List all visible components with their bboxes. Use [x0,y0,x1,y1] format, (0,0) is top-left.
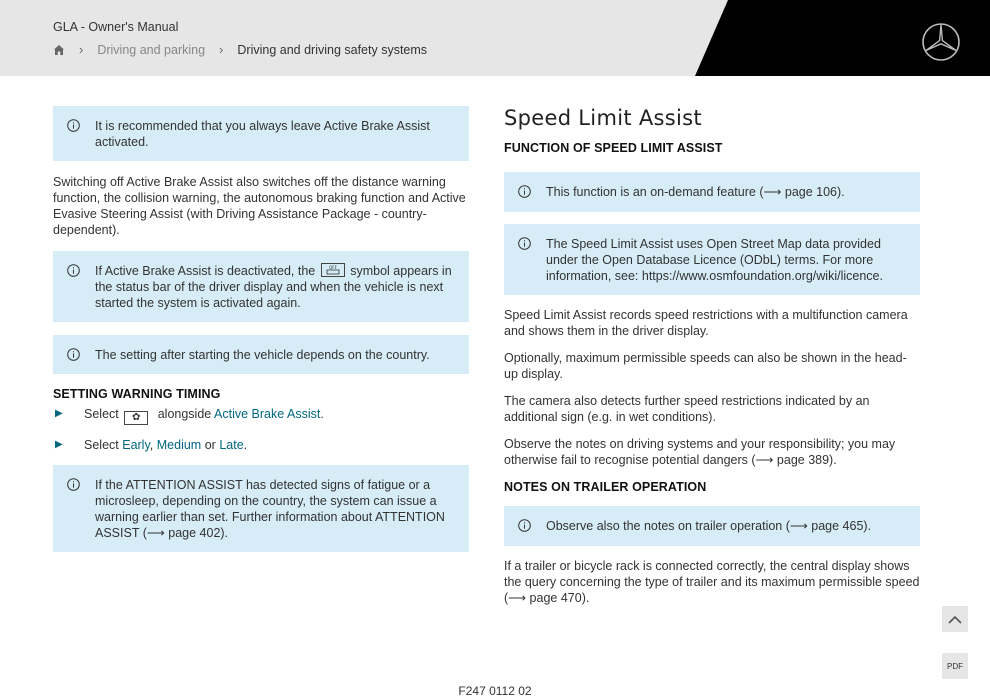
link-active-brake-assist[interactable]: Active Brake Assist [214,407,321,421]
paragraph: If a trailer or bicycle rack is connected correctly, the central display shows the query concerning the type of trailer and its maximum permissible speed (⟶ page 470). [504,559,920,605]
brake-assist-off-symbol-icon [321,263,345,277]
step-text: Select [84,407,119,421]
option-medium[interactable]: Medium [156,438,202,452]
section-heading: NOTES ON TRAILER OPERATION [504,480,707,494]
right-column [504,106,920,606]
option-late[interactable]: Late [219,438,244,452]
info-note [53,335,469,374]
section-heading: SETTING WARNING TIMING [53,387,221,401]
paragraph: The camera also detects further speed restrictions indicated by an additional sign (e.g. in wet conditions). [504,394,870,424]
info-note [53,251,469,322]
mercedes-star-logo[interactable] [921,22,961,62]
left-column [53,106,469,552]
note-text: The Speed Limit Assist uses Open Street Map data provided under the Open Database Licence (ODbL) terms. For more information, see: https://www.osmfoundation.org/wiki/licence. [546,237,883,283]
info-icon [518,237,531,250]
step-text: or [204,438,216,452]
option-early[interactable]: Early [122,438,150,452]
info-note [504,224,920,295]
note-text: If the ATTENTION ASSIST has detected signs of fatigue or a microsleep, depending on the country, the system can issue a warning earlier than set. Further information about ATTENTION ASSIST (⟶ page 402). [95,478,445,540]
breadcrumb-current: Driving and driving safety systems [237,42,428,57]
breadcrumb-driving-and-parking[interactable]: Driving and parking [97,42,206,57]
info-icon [67,348,80,361]
info-note [53,465,469,552]
step-text: . [243,438,248,452]
step-text: , [149,438,154,452]
scroll-to-top-button[interactable] [942,606,968,632]
note-text: Observe also the notes on trailer operation (⟶ page 465). [546,519,872,533]
chevron-up-icon [948,615,962,624]
pdf-button[interactable] [942,653,968,679]
note-text: symbol appears in the status bar of the driver display and when the vehicle is next started the system is activated again. [95,264,452,310]
info-icon [67,478,80,491]
step-text: . [320,407,324,421]
bullet-arrow-icon: ▶ [55,439,63,450]
info-icon [67,119,80,132]
step-item [53,406,469,425]
chevron-right-icon: › [219,42,224,57]
paragraph: Optionally, maximum permissible speeds can also be shown in the head-up display. [504,351,907,381]
manual-title: GLA - Owner's Manual [53,20,179,34]
breadcrumb [53,42,427,57]
info-icon [518,519,531,532]
bullet-arrow-icon: ▶ [55,408,63,419]
note-text: If Active Brake Assist is deactivated, the [95,264,316,278]
document-code: F247 0112 02 [458,684,532,698]
note-text: The setting after starting the vehicle depends on the country. [95,348,430,362]
paragraph: Switching off Active Brake Assist also switches off the distance warning function, the collision warning, the autonomous braking function and Active Evasive Steering Assist (with Driving Assistance Package - country-dependent). [53,175,466,237]
note-text: It is recommended that you always leave Active Brake Assist activated. [95,119,430,149]
note-text: This function is an on-demand feature (⟶ page 106). [546,185,845,199]
paragraph: Observe the notes on driving systems and your responsibility; you may otherwise fail to recognise potential dangers (⟶ page 389). [504,437,896,467]
step-text: Select [84,438,119,452]
chevron-right-icon: › [79,42,84,57]
header-bar [0,0,990,76]
section-heading: FUNCTION OF SPEED LIMIT ASSIST [504,141,723,155]
pdf-label: PDF [947,661,963,671]
home-icon[interactable] [53,44,65,56]
info-icon [67,264,80,277]
step-text: alongside [157,407,212,421]
paragraph: Speed Limit Assist records speed restrictions with a multifunction camera and shows them in the driver display. [504,308,908,338]
step-item [53,437,469,453]
svg-text:OFF: OFF [328,265,337,270]
page-title: Speed Limit Assist [504,106,702,130]
info-note [504,172,920,212]
info-icon [518,185,531,198]
info-note [53,106,469,161]
settings-key-icon: ✿ [124,411,148,425]
info-note [504,506,920,546]
